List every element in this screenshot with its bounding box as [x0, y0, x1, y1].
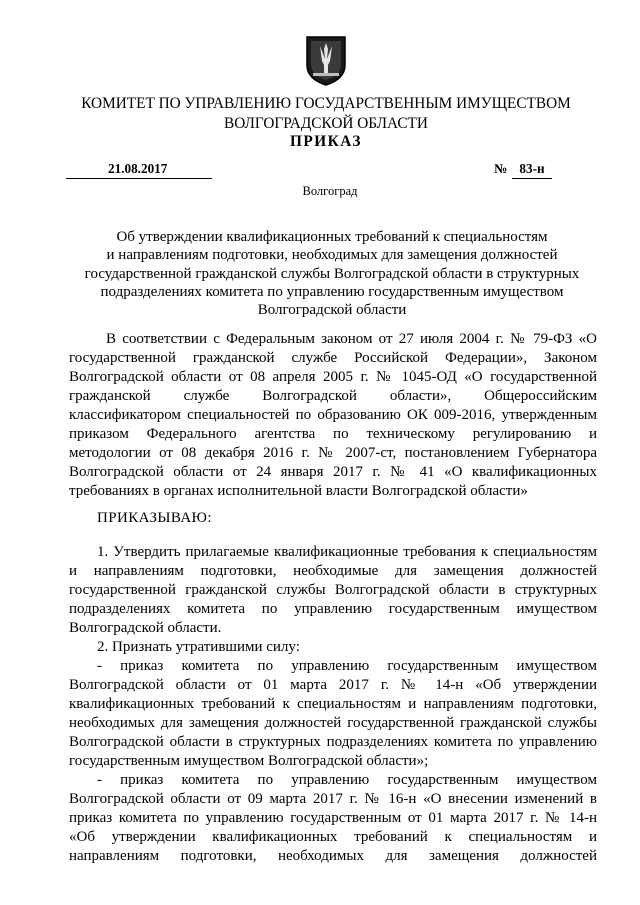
body-line: - приказ комитета по управлению государственным имуществом: [97, 772, 597, 788]
preamble-line: государственной гражданской службе Российской Федерации», Законом: [69, 350, 597, 366]
number-sign: №: [494, 161, 508, 176]
body-line: - приказ комитета по управлению государственным имуществом: [97, 658, 597, 674]
subject-line: Об утверждении квалификационных требований к специальностям: [116, 229, 548, 245]
preamble-line: методологии от 08 декабря 2016 г. № 2007-ст, постановлением Губернатора: [69, 445, 597, 461]
body-line: «Об утверждении квалификационных требований к специальностям и: [69, 829, 597, 845]
body-line: квалификационных требований к специальностям и направлениям подготовки,: [69, 696, 597, 712]
body-line: необходимых для замещения должностей государственной гражданской службы: [69, 715, 597, 731]
body-line: и направлениям подготовки, необходимые для замещения должностей: [69, 563, 597, 579]
body-line: Волгоградской области в структурных подразделениях комитета по управлению: [69, 734, 597, 750]
preamble-line: требованиях в органах исполнительной власти Волгоградской области»: [69, 483, 528, 499]
document-type: ПРИКАЗ: [290, 133, 362, 150]
body-line: государственным имуществом Волгоградской области»;: [69, 753, 429, 769]
coat-of-arms-icon: [305, 35, 347, 87]
subject-line: Волгоградской области: [257, 302, 407, 319]
preamble-line: классификатором специальностей по образованию ОК 009-2016, утвержденным: [69, 407, 597, 423]
order-number-field: [494, 161, 590, 178]
order-number: 83-н: [512, 161, 552, 179]
committee-name: [0, 94, 640, 134]
preamble-line: приказом Федерального агентства по техническому регулированию и: [69, 426, 597, 442]
order-date: 21.08.2017: [108, 161, 168, 176]
preamble-line: В соответствии с Федеральным законом от 27 июля 2004 г. № 79-ФЗ «О: [106, 331, 597, 347]
body-line: приказ комитета по управлению государственным от 01 марта 2017 г. № 14-н: [69, 810, 597, 826]
order-subject: [0, 228, 640, 319]
preamble-line: Волгоградской области от 08 апреля 2005 г. № 1045-ОД «О государственной: [69, 369, 597, 385]
body-line: государственной гражданской службы Волгоградской области в структурных: [69, 582, 597, 598]
body-line: Волгоградской области.: [69, 620, 222, 636]
preamble-line: Волгоградской области от 24 января 2017 г. № 41 «О квалификационных: [69, 464, 597, 480]
preamble-line: гражданской службе Волгоградской области», Общероссийским: [69, 388, 597, 404]
body-line: Волгоградской области от 09 марта 2017 г. № 16-н «О внесении изменений в: [69, 791, 597, 807]
body-line: направлениям подготовки, необходимых для замещения должностей: [69, 848, 597, 864]
subject-line: государственной гражданской службы Волгоградской области в структурных: [84, 265, 580, 282]
order-date-field: [66, 161, 212, 179]
city: Волгоград: [302, 184, 358, 198]
body-line: 1. Утвердить прилагаемые квалификационные требования к специальностям: [97, 544, 597, 560]
committee-line: ВОЛГОГРАДСКОЙ ОБЛАСТИ: [224, 115, 428, 132]
body-line: подразделениях комитета по управлению государственным имуществом: [69, 601, 597, 617]
committee-line: КОМИТЕТ ПО УПРАВЛЕНИЮ ГОСУДАРСТВЕННЫМ ИМУЩЕСТВОМ: [81, 95, 571, 112]
body-line: Волгоградской области от 01 марта 2017 г. № 14-н «Об утверждении: [69, 677, 597, 693]
subject-line: и направлениям подготовки, необходимых для замещения должностей: [106, 247, 558, 264]
order-word: ПРИКАЗЫВАЮ:: [97, 510, 212, 526]
subject-line: подразделениях комитета по управлению государственным имуществом: [100, 283, 564, 300]
body-line: 2. Признать утратившими силу:: [97, 639, 300, 655]
